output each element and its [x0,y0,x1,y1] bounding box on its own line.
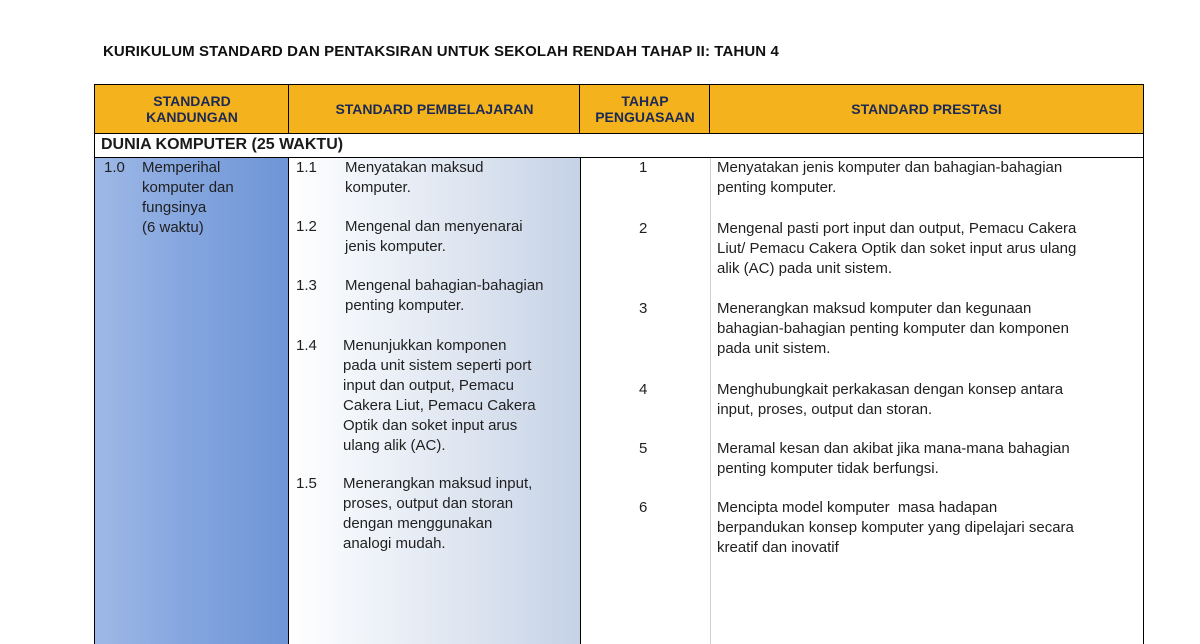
header-tahap-penguasaan [579,84,711,134]
tahap-number: 2 [639,220,648,237]
pembelajaran-text: Menerangkan maksud input, proses, output dan storan dengan menggunakan analogi mudah. [343,475,533,552]
pembelajaran-text: Menunjukkan komponen pada unit sistem seperti port input dan output, Pemacu Cakera Liut, Pemacu Cakera Optik dan soket input arus ulang alik (AC). [343,337,536,454]
header-standard-pembelajaran [288,84,581,134]
header-standard-prestasi [709,84,1144,134]
prestasi-text: Meramal kesan dan akibat jika mana-mana bahagian penting komputer tidak berfungsi. [717,440,1070,477]
pembelajaran-number: 1.5 [296,475,317,492]
tahap-number: 5 [639,440,648,457]
pembelajaran-number: 1.1 [296,159,317,176]
prestasi-text: Mencipta model komputer masa hadapan berpandukan konsep komputer yang dipelajari secara kreatif dan inovatif [717,499,1074,556]
tahap-prestasi-divider [710,158,711,644]
kandungan-text: Memperihal komputer dan fungsinya (6 waktu) [142,159,234,236]
prestasi-text: Menyatakan jenis komputer dan bahagian-bahagian penting komputer. [717,159,1063,196]
tahap-number: 6 [639,499,648,516]
kandungan-number: 1.0 [104,159,125,176]
prestasi-text: Menghubungkait perkakasan dengan konsep antara input, proses, output dan storan. [717,381,1064,418]
header-standard-kandungan-label: STANDARD KANDUNGAN [146,93,238,125]
prestasi-text: Menerangkan maksud komputer dan kegunaan bahagian-bahagian penting komputer dan komponen pada unit sistem. [717,300,1069,357]
header-standard-prestasi-label: STANDARD PRESTASI [851,101,1002,117]
pembelajaran-text: Menyatakan maksud komputer. [345,159,484,196]
header-tahap-penguasaan-label: TAHAP PENGUASAAN [595,93,695,125]
tahap-number: 1 [639,159,648,176]
tahap-number: 4 [639,381,648,398]
pembelajaran-number: 1.4 [296,337,317,354]
pembelajaran-text: Mengenal dan menyenarai jenis komputer. [345,218,523,255]
document-title: KURIKULUM STANDARD DAN PENTAKSIRAN UNTUK SEKOLAH RENDAH TAHAP II: TAHUN 4 [103,43,779,60]
pembelajaran-number: 1.3 [296,277,317,294]
prestasi-text: Mengenal pasti port input dan output, Pemacu Cakera Liut/ Pemacu Cakera Optik dan soket input arus ulang alik (AC) pada unit sistem. [717,220,1077,277]
pembelajaran-number: 1.2 [296,218,317,235]
tahap-number: 3 [639,300,648,317]
curriculum-table [94,84,1144,644]
pembelajaran-text: Mengenal bahagian-bahagian penting komputer. [345,277,544,314]
header-standard-pembelajaran-label: STANDARD PEMBELAJARAN [335,101,534,117]
section-heading: DUNIA KOMPUTER (25 WAKTU) [94,134,1144,158]
header-standard-kandungan [94,84,290,134]
